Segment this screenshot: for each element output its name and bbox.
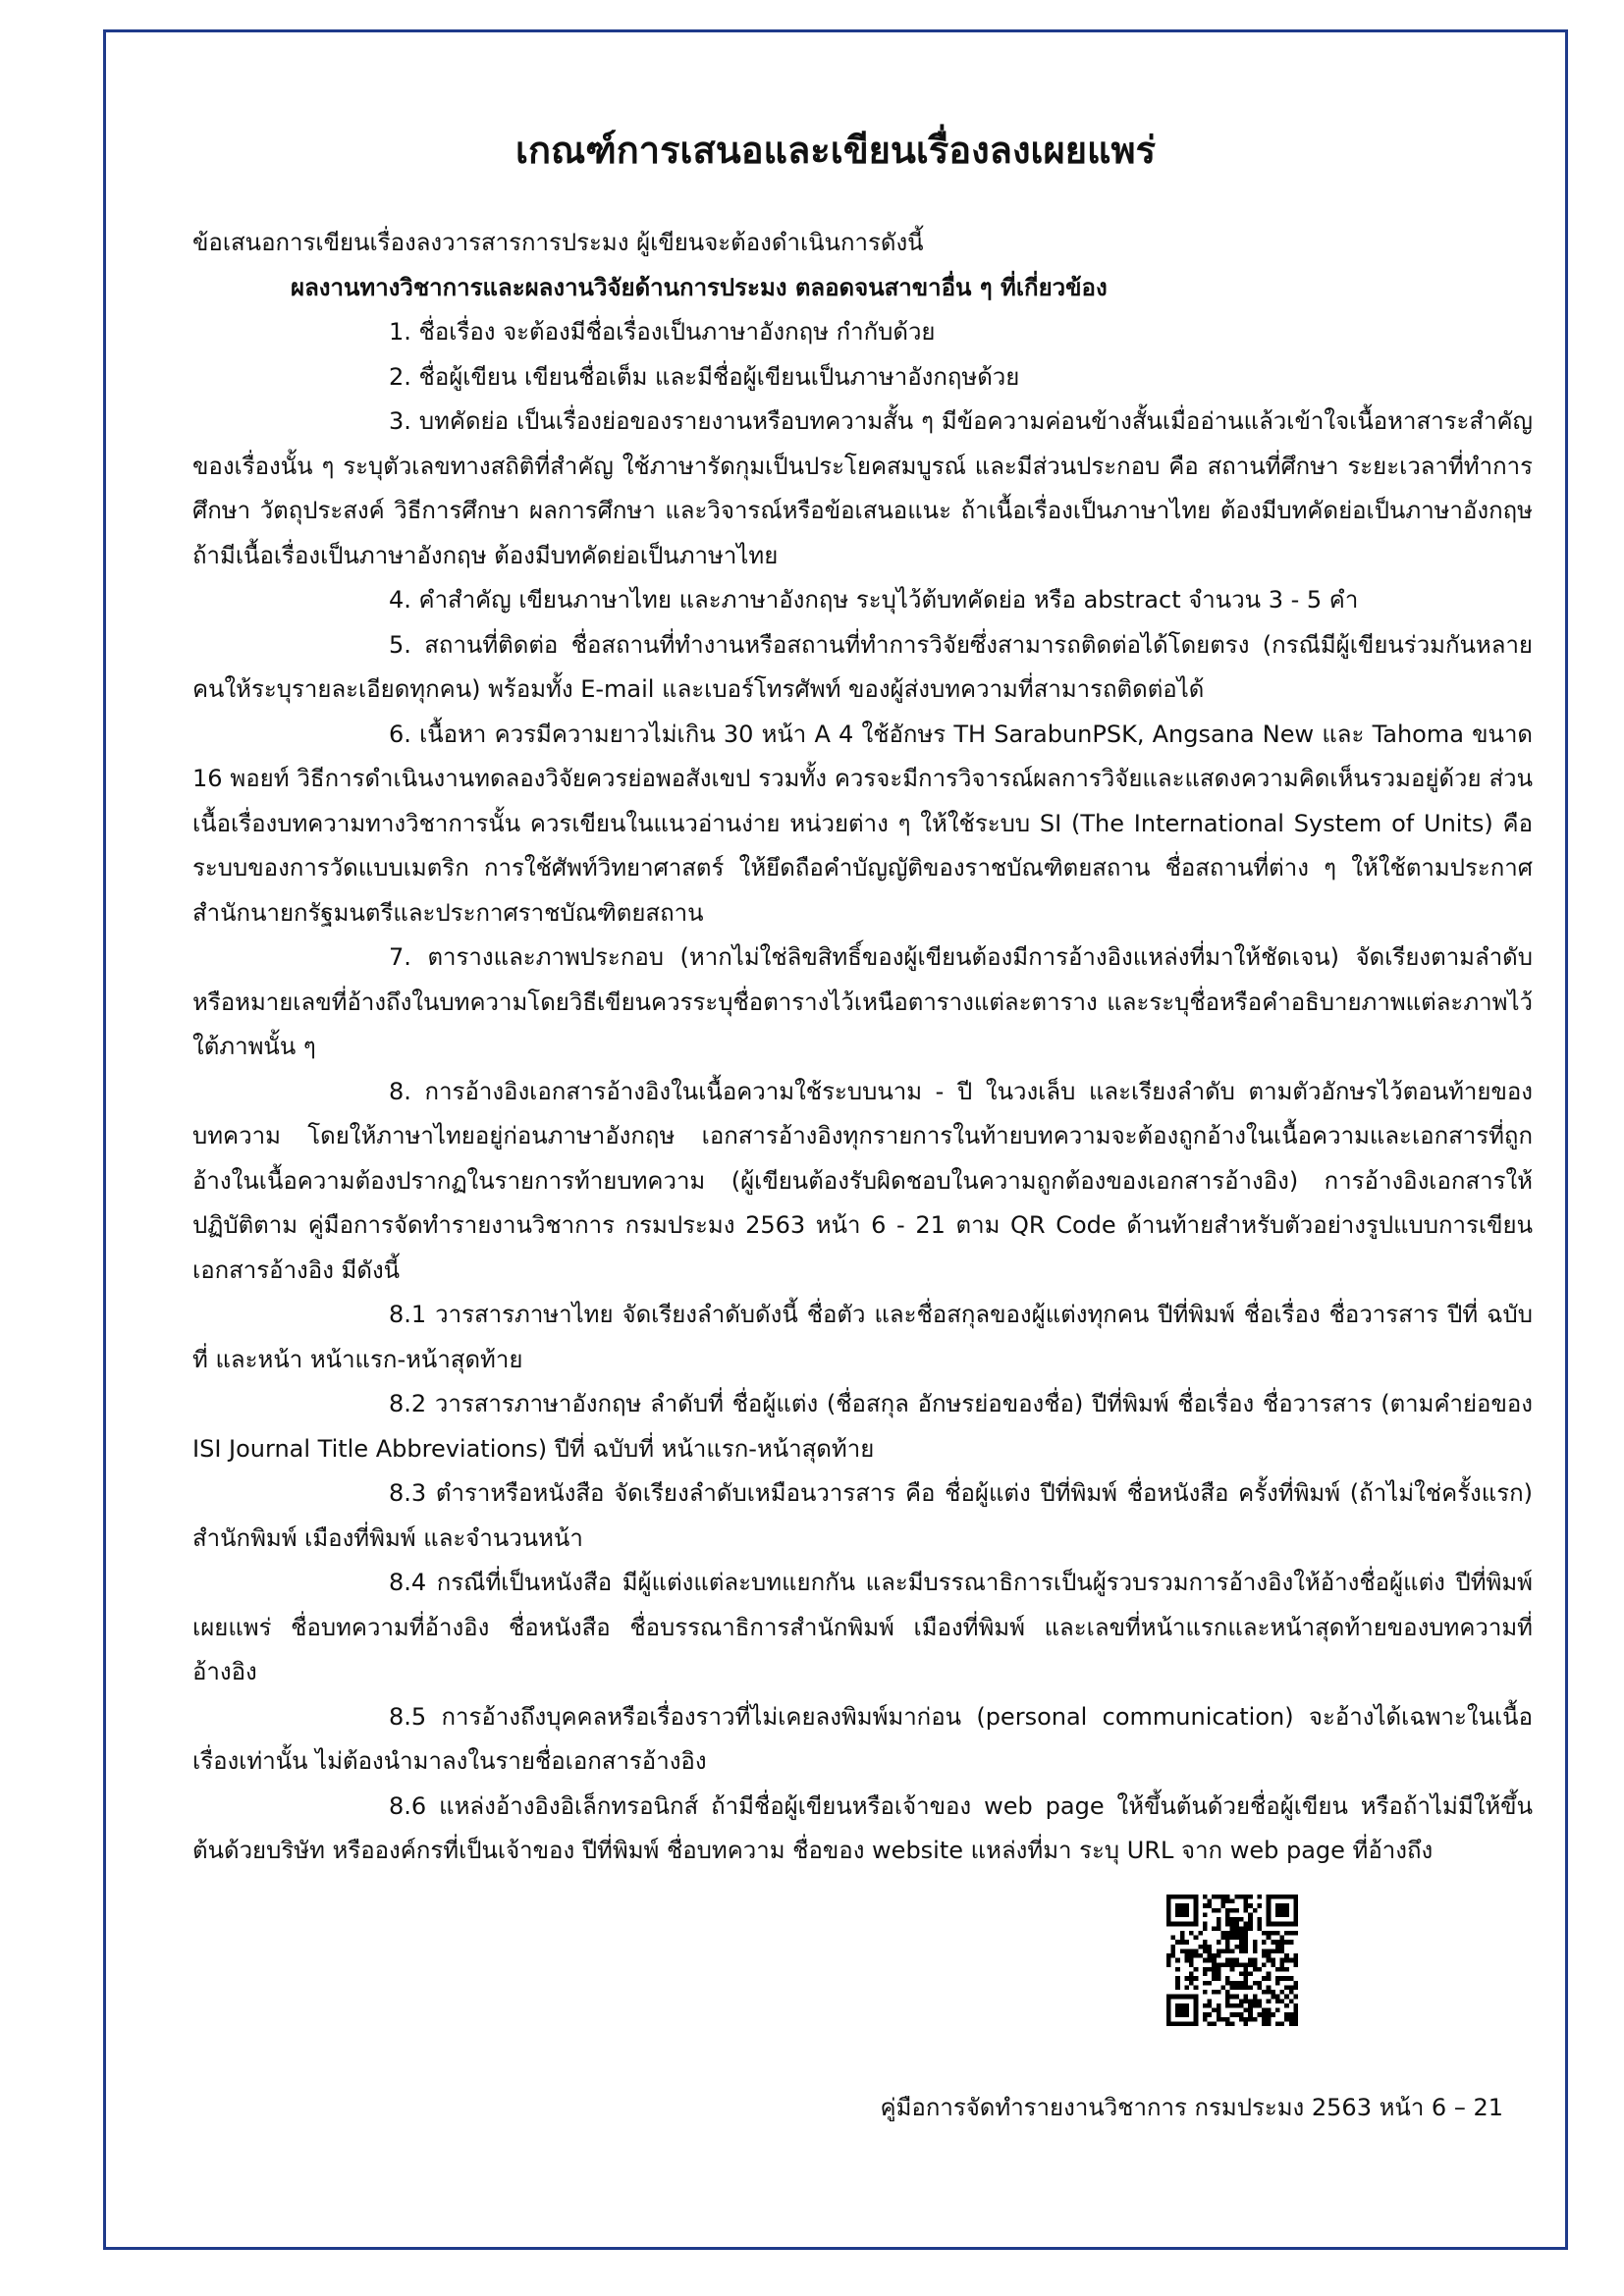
subitem-8-1: 8.1 วารสารภาษาไทย จัดเรียงลำดับดังนี้ ชื่อตัว และชื่อสกุลของผู้แต่งทุกคน ปีที่พิมพ์ ชื่อเรื่อง ชื่อวารสาร ปีที่ ฉบับที่ และหน้า หน้าแรก-หน้าสุดท้าย — [192, 1301, 1533, 1373]
subitem-8-2: 8.2 วารสารภาษาอังกฤษ ลำดับที่ ชื่อผู้แต่ง (ชื่อสกุล อักษรย่อของชื่อ) ปีที่พิมพ์ ชื่อเรื่อง ชื่อวารสาร (ตามคำย่อของ ISI Journal Title Abbreviations) ปีที่ ฉบับที่ หน้าแรก-หน้าสุดท้าย — [192, 1390, 1533, 1463]
document-body — [192, 221, 1533, 1874]
item-3: 3. บทคัดย่อ เป็นเรื่องย่อของรายงานหรือบทความสั้น ๆ มีข้อความค่อนข้างสั้นเมื่ออ่านแล้วเข้าใจเนื้อหาสาระสำคัญของเรื่องนั้น ๆ ระบุตัวเลขทางสถิติที่สำคัญ ใช้ภาษารัดกุมเป็นประโยคสมบูรณ์ และมีส่วนประกอบ คือ สถานที่ศึกษา ระยะเวลาที่ทำการศึกษา วัตถุประสงค์ วิธีการศึกษา ผลการศึกษา และวิจารณ์หรือข้อเสนอแนะ ถ้าเนื้อเรื่องเป็นภาษาไทย ต้องมีบทคัดย่อเป็นภาษาอังกฤษ ถ้ามีเนื้อเรื่องเป็นภาษาอังกฤษ ต้องมีบทคัดย่อเป็นภาษาไทย — [192, 407, 1533, 569]
qr-modules — [1166, 1895, 1298, 2026]
qr-code-graphic — [1166, 1895, 1298, 2026]
qr-code-icon — [1166, 1895, 1298, 2026]
item-2: 2. ชื่อผู้เขียน เขียนชื่อเต็ม และมีชื่อผู้เขียนเป็นภาษาอังกฤษด้วย — [389, 362, 1020, 391]
scope-heading: ผลงานทางวิชาการและผลงานวิจัยด้านการประมง ตลอดจนสาขาอื่น ๆ ที่เกี่ยวข้อง — [291, 273, 1108, 301]
subitem-8-5: 8.5 การอ้างถึงบุคคลหรือเรื่องราวที่ไม่เคยลงพิมพ์มาก่อน (personal communication) จะอ้างได้เฉพาะในเนื้อเรื่องเท่านั้น ไม่ต้องนำมาลงในรายชื่อเอกสารอ้างอิง — [192, 1702, 1533, 1775]
footer-reference: คู่มือการจัดทำรายงานวิชาการ กรมประมง 2563 หน้า 6 – 21 — [880, 2094, 1503, 2121]
subitem-8-4: 8.4 กรณีที่เป็นหนังสือ มีผู้แต่งแต่ละบทแยกกัน และมีบรรณาธิการเป็นผู้รวบรวมการอ้างอิงให้อ้างชื่อผู้แต่ง ปีที่พิมพ์เผยแพร่ ชื่อบทความที่อ้างอิง ชื่อหนังสือ ชื่อบรรณาธิการสำนักพิมพ์ เมืองที่พิมพ์ และเลขที่หน้าแรกและหน้าสุดท้ายของบทความที่อ้างอิง — [192, 1569, 1533, 1685]
subitem-8-3: 8.3 ตำราหรือหนังสือ จัดเรียงลำดับเหมือนวารสาร คือ ชื่อผู้แต่ง ปีที่พิมพ์ ชื่อหนังสือ ครั้งที่พิมพ์ (ถ้าไม่ใช่ครั้งแรก) สำนักพิมพ์ เมืองที่พิมพ์ และจำนวนหน้า — [192, 1479, 1533, 1552]
item-1: 1. ชื่อเรื่อง จะต้องมีชื่อเรื่องเป็นภาษาอังกฤษ กำกับด้วย — [389, 318, 936, 346]
item-7: 7. ตารางและภาพประกอบ (หากไม่ใช่ลิขสิทธิ์ของผู้เขียนต้องมีการอ้างอิงแหล่งที่มาให้ชัดเจน) จัดเรียงตามลำดับหรือหมายเลขที่อ้างถึงในบทความโดยวิธีเขียนควรระบุชื่อตารางไว้เหนือตารางแต่ละตาราง และระบุชื่อหรือคำอธิบายภาพแต่ละภาพไว้ใต้ภาพนั้น ๆ — [192, 943, 1533, 1060]
item-4: 4. คำสำคัญ เขียนภาษาไทย และภาษาอังกฤษ ระบุไว้ต้บทคัดย่อ หรือ abstract จำนวน 3 - 5 คำ — [389, 586, 1359, 614]
page-title: เกณฑ์การเสนอและเขียนเรื่องลงเผยแพร่ — [514, 129, 1156, 172]
item-6: 6. เนื้อหา ควรมีความยาวไม่เกิน 30 หน้า A 4 ใช้อักษร TH SarabunPSK, Angsana New และ Tahoma ขนาด 16 พอยท์ วิธีการดำเนินงานทดลองวิจัยควรย่อพอสังเขป รวมทั้ง ควรจะมีการวิจารณ์ผลการวิจัยและแสดงความคิดเห็นรวมอยู่ด้วย ส่วนเนื้อเรื่องบทความทางวิชาการนั้น ควรเขียนในแนวอ่านง่าย หน่วยต่าง ๆ ให้ใช้ระบบ SI (The International System of Units) คือ ระบบของการวัดแบบเมตริก การใช้ศัพท์วิทยาศาสตร์ ให้ยึดถือคำบัญญัติของราชบัณฑิตยสถาน ชื่อสถานที่ต่าง ๆ ให้ใช้ตามประกาศสำนักนายกรัฐมนตรีและประกาศราชบัณฑิตยสถาน — [192, 720, 1533, 927]
subitem-8-6: 8.6 แหล่งอ้างอิงอิเล็กทรอนิกส์ ถ้ามีชื่อผู้เขียนหรือเจ้าของ web page ให้ขึ้นต้นด้วยชื่อผู้เขียน หรือถ้าไม่มีให้ขึ้นต้นด้วยบริษัท หรือองค์กรที่เป็นเจ้าของ ปีที่พิมพ์ ชื่อบทความ ชื่อของ website แหล่งที่มา ระบุ URL จาก web page ที่อ้างถึง — [192, 1791, 1533, 1864]
intro-paragraph: ข้อเสนอการเขียนเรื่องลงวารสารการประมง ผู้เขียนจะต้องดำเนินการดังนี้ — [192, 229, 924, 256]
item-5: 5. สถานที่ติดต่อ ชื่อสถานที่ทำงานหรือสถานที่ทำการวิจัยซึ่งสามารถติดต่อได้โดยตรง (กรณีมีผู้เขียนร่วมกันหลายคนให้ระบุรายละเอียดทุกคน) พร้อมทั้ง E-mail และเบอร์โทรศัพท์ ของผู้ส่งบทความที่สามารถติดต่อได้ — [192, 630, 1533, 703]
item-8: 8. การอ้างอิงเอกสารอ้างอิงในเนื้อความใช้ระบบนาม - ปี ในวงเล็บ และเรียงลำดับ ตามตัวอักษรไว้ตอนท้ายของบทความ โดยให้ภาษาไทยอยู่ก่อนภาษาอังกฤษ เอกสารอ้างอิงทุกรายการในท้ายบทความจะต้องถูกอ้างในเนื้อความและเอกสารที่ถูกอ้างในเนื้อความต้องปรากฏในรายการท้ายบทความ (ผู้เขียนต้องรับผิดชอบในความถูกต้องของเอกสารอ้างอิง) การอ้างอิงเอกสารให้ปฏิบัติตาม คู่มือการจัดทำรายงานวิชาการ กรมประมง 2563 หน้า 6 - 21 ตาม QR Code ด้านท้ายสำหรับตัวอย่างรูปแบบการเขียนเอกสารอ้างอิง มีดังนี้ — [192, 1077, 1533, 1284]
